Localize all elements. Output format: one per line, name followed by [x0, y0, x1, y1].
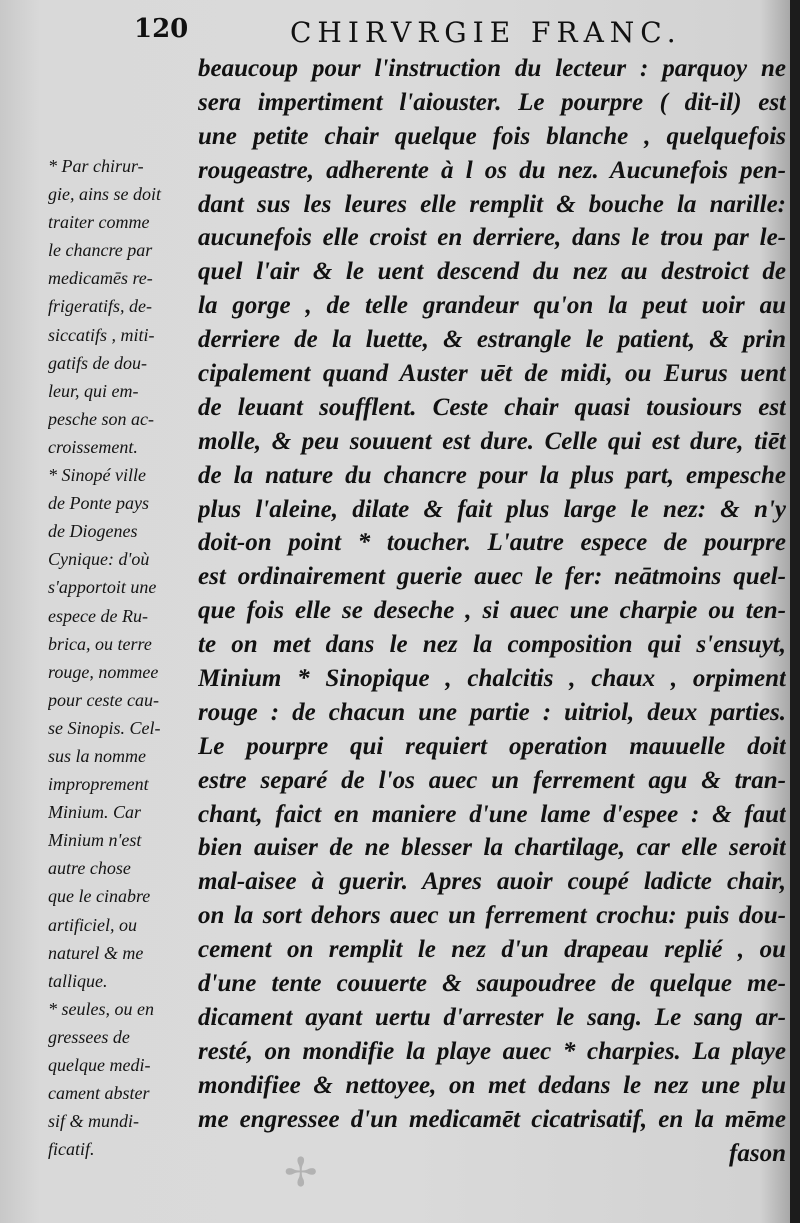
margin-note-line: que le cinabre — [48, 886, 151, 907]
margin-note-line: improprement — [48, 774, 149, 795]
text-line: de la nature du chancre pour la plus part, empesche — [198, 461, 786, 489]
margin-note-line: croissement. — [48, 436, 138, 457]
text-line: d'une tente couuerte & saupoudree de quelque me- — [198, 970, 786, 998]
margin-note-line: Minium. Car — [48, 802, 142, 823]
text-line: me engressee d'un medicamēt cicatrisatif, en la mēme — [198, 1105, 786, 1133]
margin-note-line: ficatif. — [48, 1139, 95, 1160]
text-line: Le pourpre qui requiert operation mauuelle doit — [198, 732, 786, 760]
margin-note-line: gie, ains se doit — [48, 184, 161, 205]
margin-note-line: sus la nomme — [48, 745, 146, 766]
ink-blot-mark: ✢ — [284, 1150, 318, 1196]
text-line: doit-on point * toucher. L'autre espece de pourpre — [198, 529, 786, 557]
running-head: CHIRVRGIE FRANC. — [290, 16, 682, 49]
text-line: que fois elle se deseche , si auec une charpie ou ten- — [198, 597, 786, 625]
margin-note-line: pour ceste cau- — [48, 689, 159, 710]
text-line: cipalement quand Auster uēt de midi, ou Eurus uent — [198, 360, 786, 388]
text-line: mal-aisee à guerir. Apres auoir coupé ladicte chair, — [198, 868, 786, 896]
text-line: est ordinairement guerie auec le fer: neātmoins quel- — [198, 563, 786, 591]
page-number: 120 — [134, 14, 189, 44]
text-line: te on met dans le nez la composition qui s'ensuyt, — [198, 631, 786, 659]
margin-note-line: espece de Ru- — [48, 605, 148, 626]
text-line: dicament ayant uertu d'arrester le sang. Le sang ar- — [198, 1003, 786, 1031]
margin-note-line: frigeratifs, de- — [48, 296, 152, 317]
margin-note-line: leur, qui em- — [48, 380, 139, 401]
text-line: molle, & peu souuent est dure. Celle qui est dure, tiēt — [198, 427, 786, 455]
text-line: sera impertiment l'aiouster. Le pourpre ( dit-il) est — [198, 88, 786, 116]
text-line: rouge : de chacun une partie : uitriol, deux parties. — [198, 698, 786, 726]
margin-note-line: quelque medi- — [48, 1055, 151, 1075]
margin-note-line: rouge, nommee — [48, 661, 159, 682]
margin-note-line: artificiel, ou — [48, 914, 137, 935]
margin-note-line: s'apportoit une — [48, 577, 157, 598]
margin-note-line: de Diogenes — [48, 521, 138, 542]
text-line: resté, on mondifie la playe auec * charpies. La playe — [198, 1037, 786, 1065]
text-line: de leuant soufflent. Ceste chair quasi tousiours est — [198, 393, 786, 421]
margin-note-line: pesche son ac- — [48, 408, 154, 429]
text-line: chant, faict en maniere d'une lame d'espee : & faut — [198, 800, 786, 828]
text-line: beaucoup pour l'instruction du lecteur : parquoy ne — [198, 55, 786, 82]
catchword: fason — [729, 1139, 786, 1167]
margin-note-line: sif & mundi- — [48, 1111, 140, 1132]
margin-note-line: autre chose — [48, 858, 131, 879]
text-line: plus l'aleine, dilate & fait plus large le nez: & n'y — [198, 495, 786, 523]
margin-note-line: se Sinopis. Cel- — [48, 717, 161, 738]
margin-note-line: Cynique: d'où — [48, 549, 150, 570]
margin-note-line: naturel & me — [48, 942, 144, 963]
text-line: rougeastre, adherente à l os du nez. Aucunefois pen- — [198, 156, 786, 184]
margin-note-line: de Ponte pays — [48, 493, 149, 514]
text-line: mondifiee & nettoyee, on met dedans le nez une plu — [198, 1071, 786, 1099]
page-header — [0, 8, 800, 48]
text-line: estre separé de l'os auec un ferrement agu & tran- — [198, 766, 786, 794]
text-line: Minium * Sinopique , chalcitis , chaux , orpiment — [198, 665, 786, 693]
margin-note-line: Minium n'est — [48, 830, 142, 851]
margin-note-line: * Sinopé ville — [48, 465, 146, 486]
margin-notes — [48, 152, 192, 1163]
margin-note-line: siccatifs , miti- — [48, 324, 155, 345]
margin-note-line: * seules, ou en — [48, 998, 154, 1019]
margin-note-line: traiter comme — [48, 212, 150, 233]
text-line: aucunefois elle croist en derriere, dans le trou par le- — [198, 224, 786, 252]
margin-note-line: le chancre par — [48, 240, 153, 261]
main-text-column — [198, 52, 786, 1170]
margin-note-line: cament abster — [48, 1083, 150, 1104]
text-line: quel l'air & le uent descend du nez au destroict de — [198, 258, 786, 286]
text-line: cement on remplit le nez d'un drapeau replié , ou — [198, 936, 786, 964]
text-line: la gorge , de telle grandeur qu'on la peut uoir au — [198, 292, 786, 320]
text-line: derriere de la luette, & estrangle le patient, & prin — [198, 326, 786, 354]
margin-note-line: gatifs de dou- — [48, 352, 147, 373]
margin-note-line: * Par chirur- — [48, 156, 144, 176]
text-line: dant sus les leures elle remplit & bouche la narille: — [198, 190, 786, 218]
margin-note-line: brica, ou terre — [48, 633, 152, 654]
margin-note-line: tallique. — [48, 970, 108, 991]
text-line: une petite chair quelque fois blanche , quelquefois — [198, 122, 786, 150]
text-line: bien auiser de ne blesser la chartilage, car elle seroit — [198, 834, 786, 862]
margin-note-line: medicamēs re- — [48, 268, 153, 289]
text-line: on la sort dehors auec un ferrement crochu: puis dou- — [198, 902, 786, 930]
margin-note-line: gressees de — [48, 1026, 130, 1047]
